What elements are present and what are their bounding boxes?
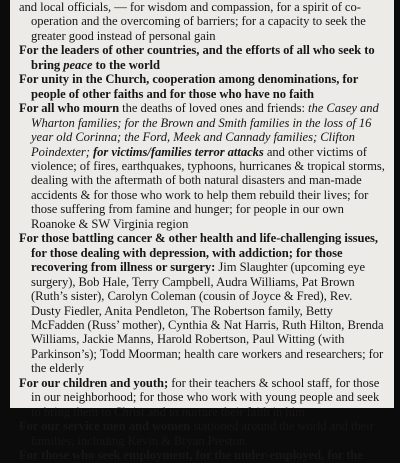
- prayer-leaders-continued: [19, 0, 385, 43]
- prayer-list: [19, 0, 385, 463]
- prayer-text-end: and other victims of violence; of fires, earthquakes, typhoons, hurricanes & tropical storms, dealing with the aftermath of both natural disasters and man-made accidents & for those who work to help them rebuild their lives; for those suffering from famine and hunger; for people in our own Roanoke & SW Virginia region: [31, 144, 385, 231]
- prayer-heading: For those who seek employment, for the under-employed, for the: [19, 448, 363, 463]
- prayer-heading-end: to the world: [92, 57, 160, 72]
- prayer-text: and local officials, — for wisdom and compassion, for a spirit of co-operation and the overcoming of barriers; for a capacity to seek the greater good instead of personal gain: [19, 0, 366, 43]
- prayer-children-youth: [19, 376, 385, 419]
- prayer-heading: For unity in the Church, cooperation among denominations, for people of other faiths and for those who have no faith: [19, 72, 359, 101]
- prayer-church-unity: [19, 72, 385, 101]
- prayer-heading: For our children and youth;: [19, 375, 169, 390]
- prayer-world-leaders: [19, 43, 385, 72]
- prayer-emphasis: peace: [63, 57, 93, 72]
- bulletin-page: [10, 0, 394, 463]
- prayer-names: Jim Slaughter (upcoming eye surgery), Bob Hale, Terry Campbell, Audra Williams, Pat Brown (Ruth’s sister), Carolyn Coleman (cousin of Joyce & Fred), Rev. Dusty Fiedler, Anita Pendleton, The Robertson family, Betty McFadden (Russ’ mother), Cynthia & Nat Harris, Ruth Hilton, Brenda Williams, Jackie Manns, Harold Robertson, Paul Witting (with Parkinson’s); Todd Moorman; health care workers and researchers; for the elderly: [31, 260, 384, 376]
- prayer-text: the deaths of loved ones and friends:: [119, 101, 309, 116]
- prayer-employment: [19, 448, 385, 462]
- prayer-heading: For all who mourn: [19, 101, 120, 116]
- prayer-heading: For the leaders of other countries, and the efforts of all who seek to bring: [19, 43, 375, 72]
- prayer-names: the Casey and Wharton families; for the Brown and Smith families in the loss of 16 year old Corinna; the Ford, Meek and Cannady families; Clifton Poindexter;: [31, 101, 379, 159]
- prayer-health: [19, 231, 385, 376]
- prayer-text: stationed around the world and their families, including Kevin & Bryan Preston.: [31, 419, 374, 448]
- prayer-heading: For those battling cancer & other health and life-challenging issues, for those dealing with depression, with addiction; for those recovering from illness or surgery:: [19, 231, 378, 275]
- prayer-emphasis: for victims/families terror attacks: [89, 144, 264, 159]
- prayer-heading: For our service men and women: [19, 419, 191, 434]
- prayer-service-members: [19, 419, 385, 448]
- prayer-text: for their teachers & school staff, for those in our neighborhood; for those who work with young people and seek to bring them to Christ and to nurture their faith in him: [31, 375, 380, 419]
- prayer-mourners: [19, 101, 385, 231]
